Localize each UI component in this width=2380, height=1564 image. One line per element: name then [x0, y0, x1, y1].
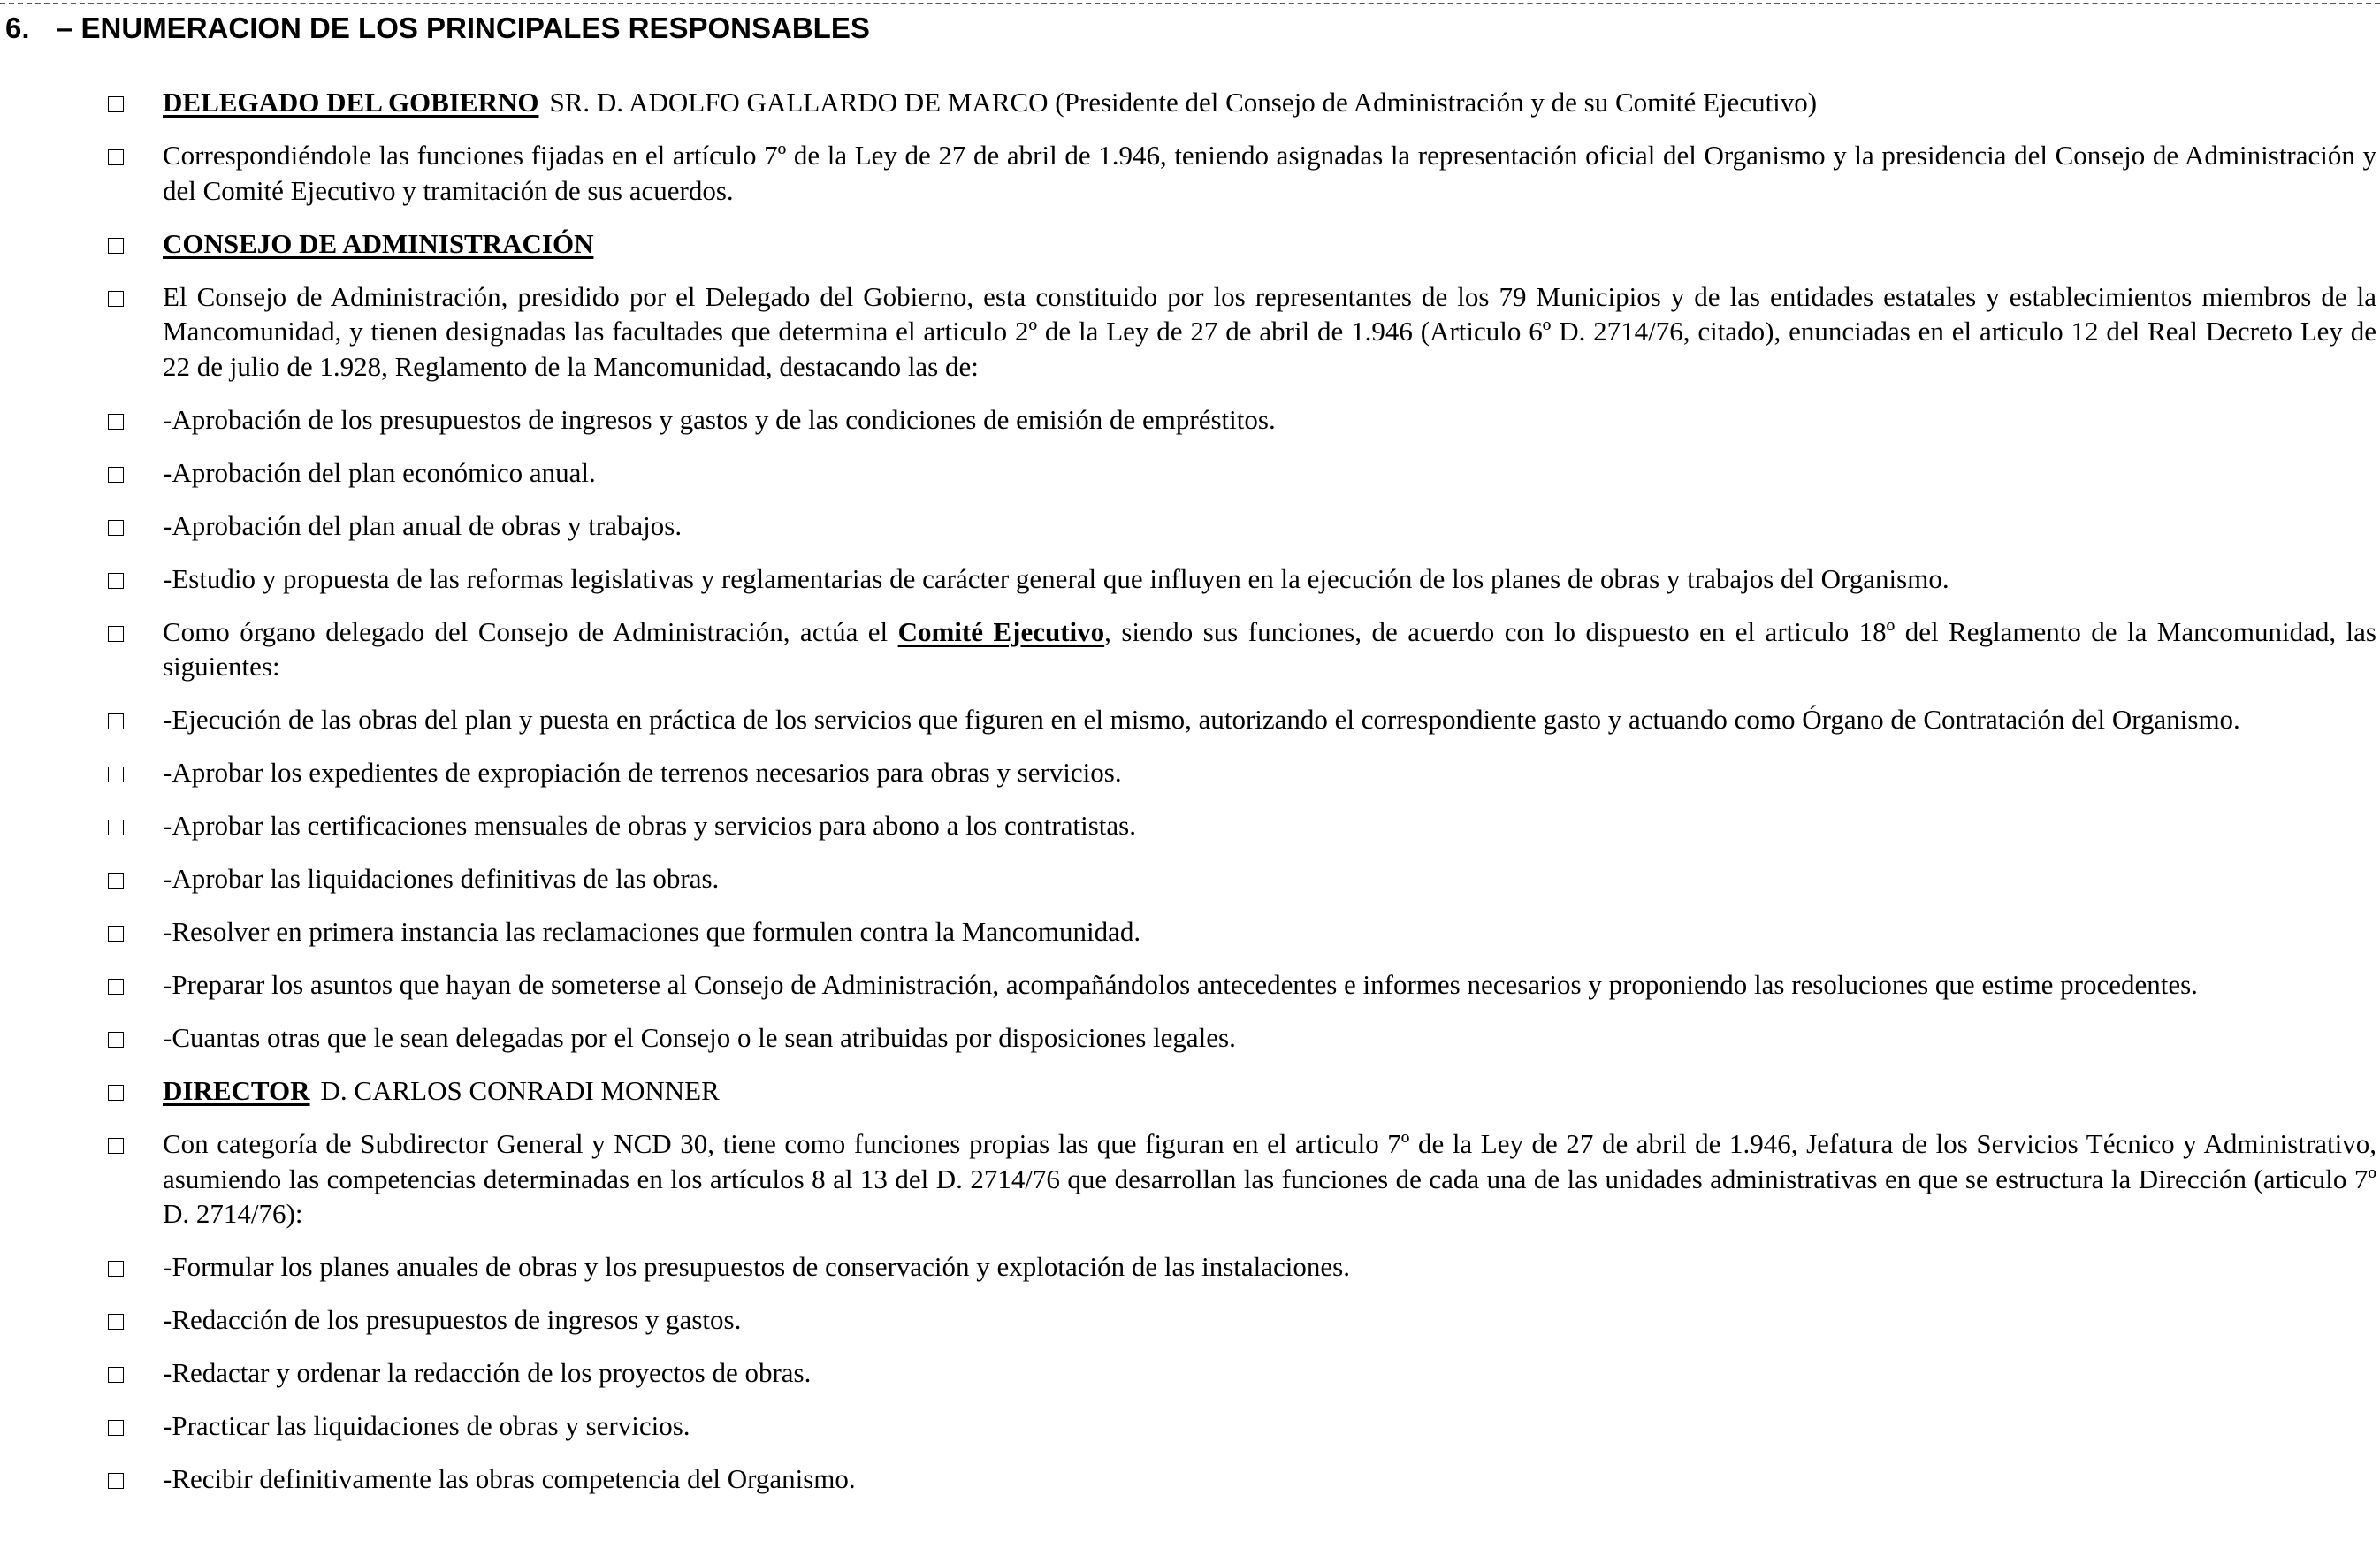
item-text: -Preparar los asuntos que hayan de someterse al Consejo de Administración, acompañándolos antecedentes e informes necesarios y proponiendo las resoluciones que estime procedentes.: [163, 969, 2198, 1000]
checkbox-bullet-icon: [108, 820, 124, 835]
checkbox-bullet-icon: [108, 238, 124, 254]
section-number: 6.: [5, 11, 30, 44]
checkbox-bullet-icon: [108, 1367, 124, 1383]
list-item: [104, 914, 2376, 950]
item-text: -Estudio y propuesta de las reformas legislativas y reglamentarias de carácter general que influyen en la ejecución de los planes de obras y trabajos del Organismo.: [163, 562, 1949, 594]
item-text: -Aprobar las certificaciones mensuales de obras y servicios para abono a los contratistas.: [163, 810, 1136, 841]
checkbox-bullet-icon: [108, 1420, 124, 1436]
list-item: [104, 1461, 2376, 1497]
checkbox-bullet-icon: [108, 1085, 124, 1101]
list-item: [104, 279, 2376, 385]
list-item: [104, 702, 2376, 737]
item-text: Correspondiéndole las funciones fijadas en el artículo 7º de la Ley de 27 de abril de 1.946, teniendo asignadas la representación oficial del Organismo y la presidencia del Consejo de Administración y del Comité Ejecutivo y tramitación de sus acuerdos.: [163, 140, 2376, 206]
item-text: -Ejecución de las obras del plan y puesta en práctica de los servicios que figuren en el mismo, autorizando el correspondiente gasto y actuando como Órgano de Contratación del Organismo.: [163, 704, 2240, 735]
item-heading: DIRECTOR: [163, 1075, 310, 1106]
list-item: [104, 1249, 2376, 1285]
checkbox-bullet-icon: [108, 96, 124, 112]
list-item: [104, 614, 2376, 684]
list-item: [104, 1408, 2376, 1444]
item-text: -Recibir definitivamente las obras competencia del Organismo.: [163, 1463, 856, 1494]
list-item: [104, 1073, 2376, 1109]
top-dashed-rule: [0, 3, 2380, 4]
checkbox-bullet-icon: [108, 414, 124, 430]
list-item: [104, 808, 2376, 843]
item-text: -Formular los planes anuales de obras y los presupuestos de conservación y explotación de las instalaciones.: [163, 1251, 1350, 1282]
item-text: Con categoría de Subdirector General y NCD 30, tiene como funciones propias las que figuran en el articulo 7º de la Ley de 27 de abril de 1.946, Jefatura de los Servicios Técnico y Administrativo, asumiendo las competencias determinadas en los artículos 8 al 13 del D. 2714/76 que desarrollan las funciones de cada una de las unidades administrativas en que se estructura la Dirección (articulo 7º D. 2714/76):: [163, 1128, 2376, 1229]
checkbox-bullet-icon: [108, 1032, 124, 1048]
checkbox-bullet-icon: [108, 467, 124, 483]
list-item: [104, 755, 2376, 790]
responsables-list: [104, 85, 2376, 1514]
comite-ejecutivo-emphasis: Comité Ejecutivo: [897, 615, 1105, 647]
item-text: -Redactar y ordenar la redacción de los proyectos de obras.: [163, 1357, 812, 1388]
item-text: -Aprobación del plan económico anual.: [163, 456, 596, 488]
item-text: -Aprobar los expedientes de expropiación de terrenos necesarios para obras y servicios.: [163, 757, 1122, 788]
item-text: -Practicar las liquidaciones de obras y servicios.: [163, 1410, 690, 1441]
section-title-text: – ENUMERACION DE LOS PRINCIPALES RESPONSABLES: [57, 11, 870, 44]
checkbox-bullet-icon: [108, 767, 124, 782]
checkbox-bullet-icon: [108, 926, 124, 942]
checkbox-bullet-icon: [108, 520, 124, 536]
item-text: SR. D. ADOLFO GALLARDO DE MARCO (Presidente del Consejo de Administración y de su Comité Ejecutivo): [549, 87, 1818, 118]
item-heading: CONSEJO DE ADMINISTRACIÓN: [163, 227, 594, 259]
list-item: [104, 138, 2376, 208]
checkbox-bullet-icon: [108, 573, 124, 589]
item-text: El Consejo de Administración, presidido por el Delegado del Gobierno, esta constituido por los representantes de los 79 Municipios y de las entidades estatales y establecimientos miembros de la Mancomunidad, y tienen designadas las facultades que determina el articulo 2º de la Ley de 27 de abril de 1.946 (Articulo 6º D. 2714/76, citado), enunciadas en el articulo 12 del Real Decreto Ley de 22 de julio de 1.928, Reglamento de la Mancomunidad, destacando las de:: [163, 280, 2376, 382]
item-text: -Redacción de los presupuestos de ingresos y gastos.: [163, 1304, 742, 1335]
checkbox-bullet-icon: [108, 149, 124, 165]
list-item: [104, 226, 2376, 262]
list-item: [104, 1020, 2376, 1056]
checkbox-bullet-icon: [108, 1314, 124, 1330]
list-item: [104, 1355, 2376, 1391]
item-heading: DELEGADO DEL GOBIERNO: [163, 87, 539, 118]
item-text: -Resolver en primera instancia las reclamaciones que formulen contra la Mancomunidad.: [163, 916, 1141, 947]
checkbox-bullet-icon: [108, 626, 124, 642]
list-item: [104, 1126, 2376, 1232]
item-text: D. CARLOS CONRADI MONNER: [320, 1075, 720, 1106]
item-text: -Aprobación del plan anual de obras y trabajos.: [163, 509, 683, 541]
list-item: [104, 561, 2376, 597]
item-text-before: Como órgano delegado del Consejo de Administración, actúa el: [163, 615, 898, 647]
checkbox-bullet-icon: [108, 979, 124, 995]
list-item: [104, 85, 2376, 120]
checkbox-bullet-icon: [108, 1261, 124, 1277]
checkbox-bullet-icon: [108, 873, 124, 889]
item-text-after: , siendo sus funciones, de acuerdo con lo dispuesto en el articulo 18º del Reglamento de la Mancomunidad, las siguientes:: [163, 615, 2376, 682]
list-item: [104, 455, 2376, 491]
checkbox-bullet-icon: [108, 713, 124, 729]
checkbox-bullet-icon: [108, 1138, 124, 1154]
list-item: [104, 508, 2376, 544]
checkbox-bullet-icon: [108, 1473, 124, 1489]
checkbox-bullet-icon: [108, 291, 124, 307]
list-item: [104, 967, 2376, 1003]
list-item: [104, 402, 2376, 438]
item-text: -Aprobación de los presupuestos de ingresos y gastos y de las condiciones de emisión de empréstitos.: [163, 403, 1276, 435]
list-item: [104, 861, 2376, 896]
item-text: -Aprobar las liquidaciones definitivas de las obras.: [163, 863, 720, 894]
section-title: [5, 11, 870, 46]
list-item: [104, 1302, 2376, 1338]
item-text: -Cuantas otras que le sean delegadas por el Consejo o le sean atribuidas por disposiciones legales.: [163, 1022, 1236, 1053]
